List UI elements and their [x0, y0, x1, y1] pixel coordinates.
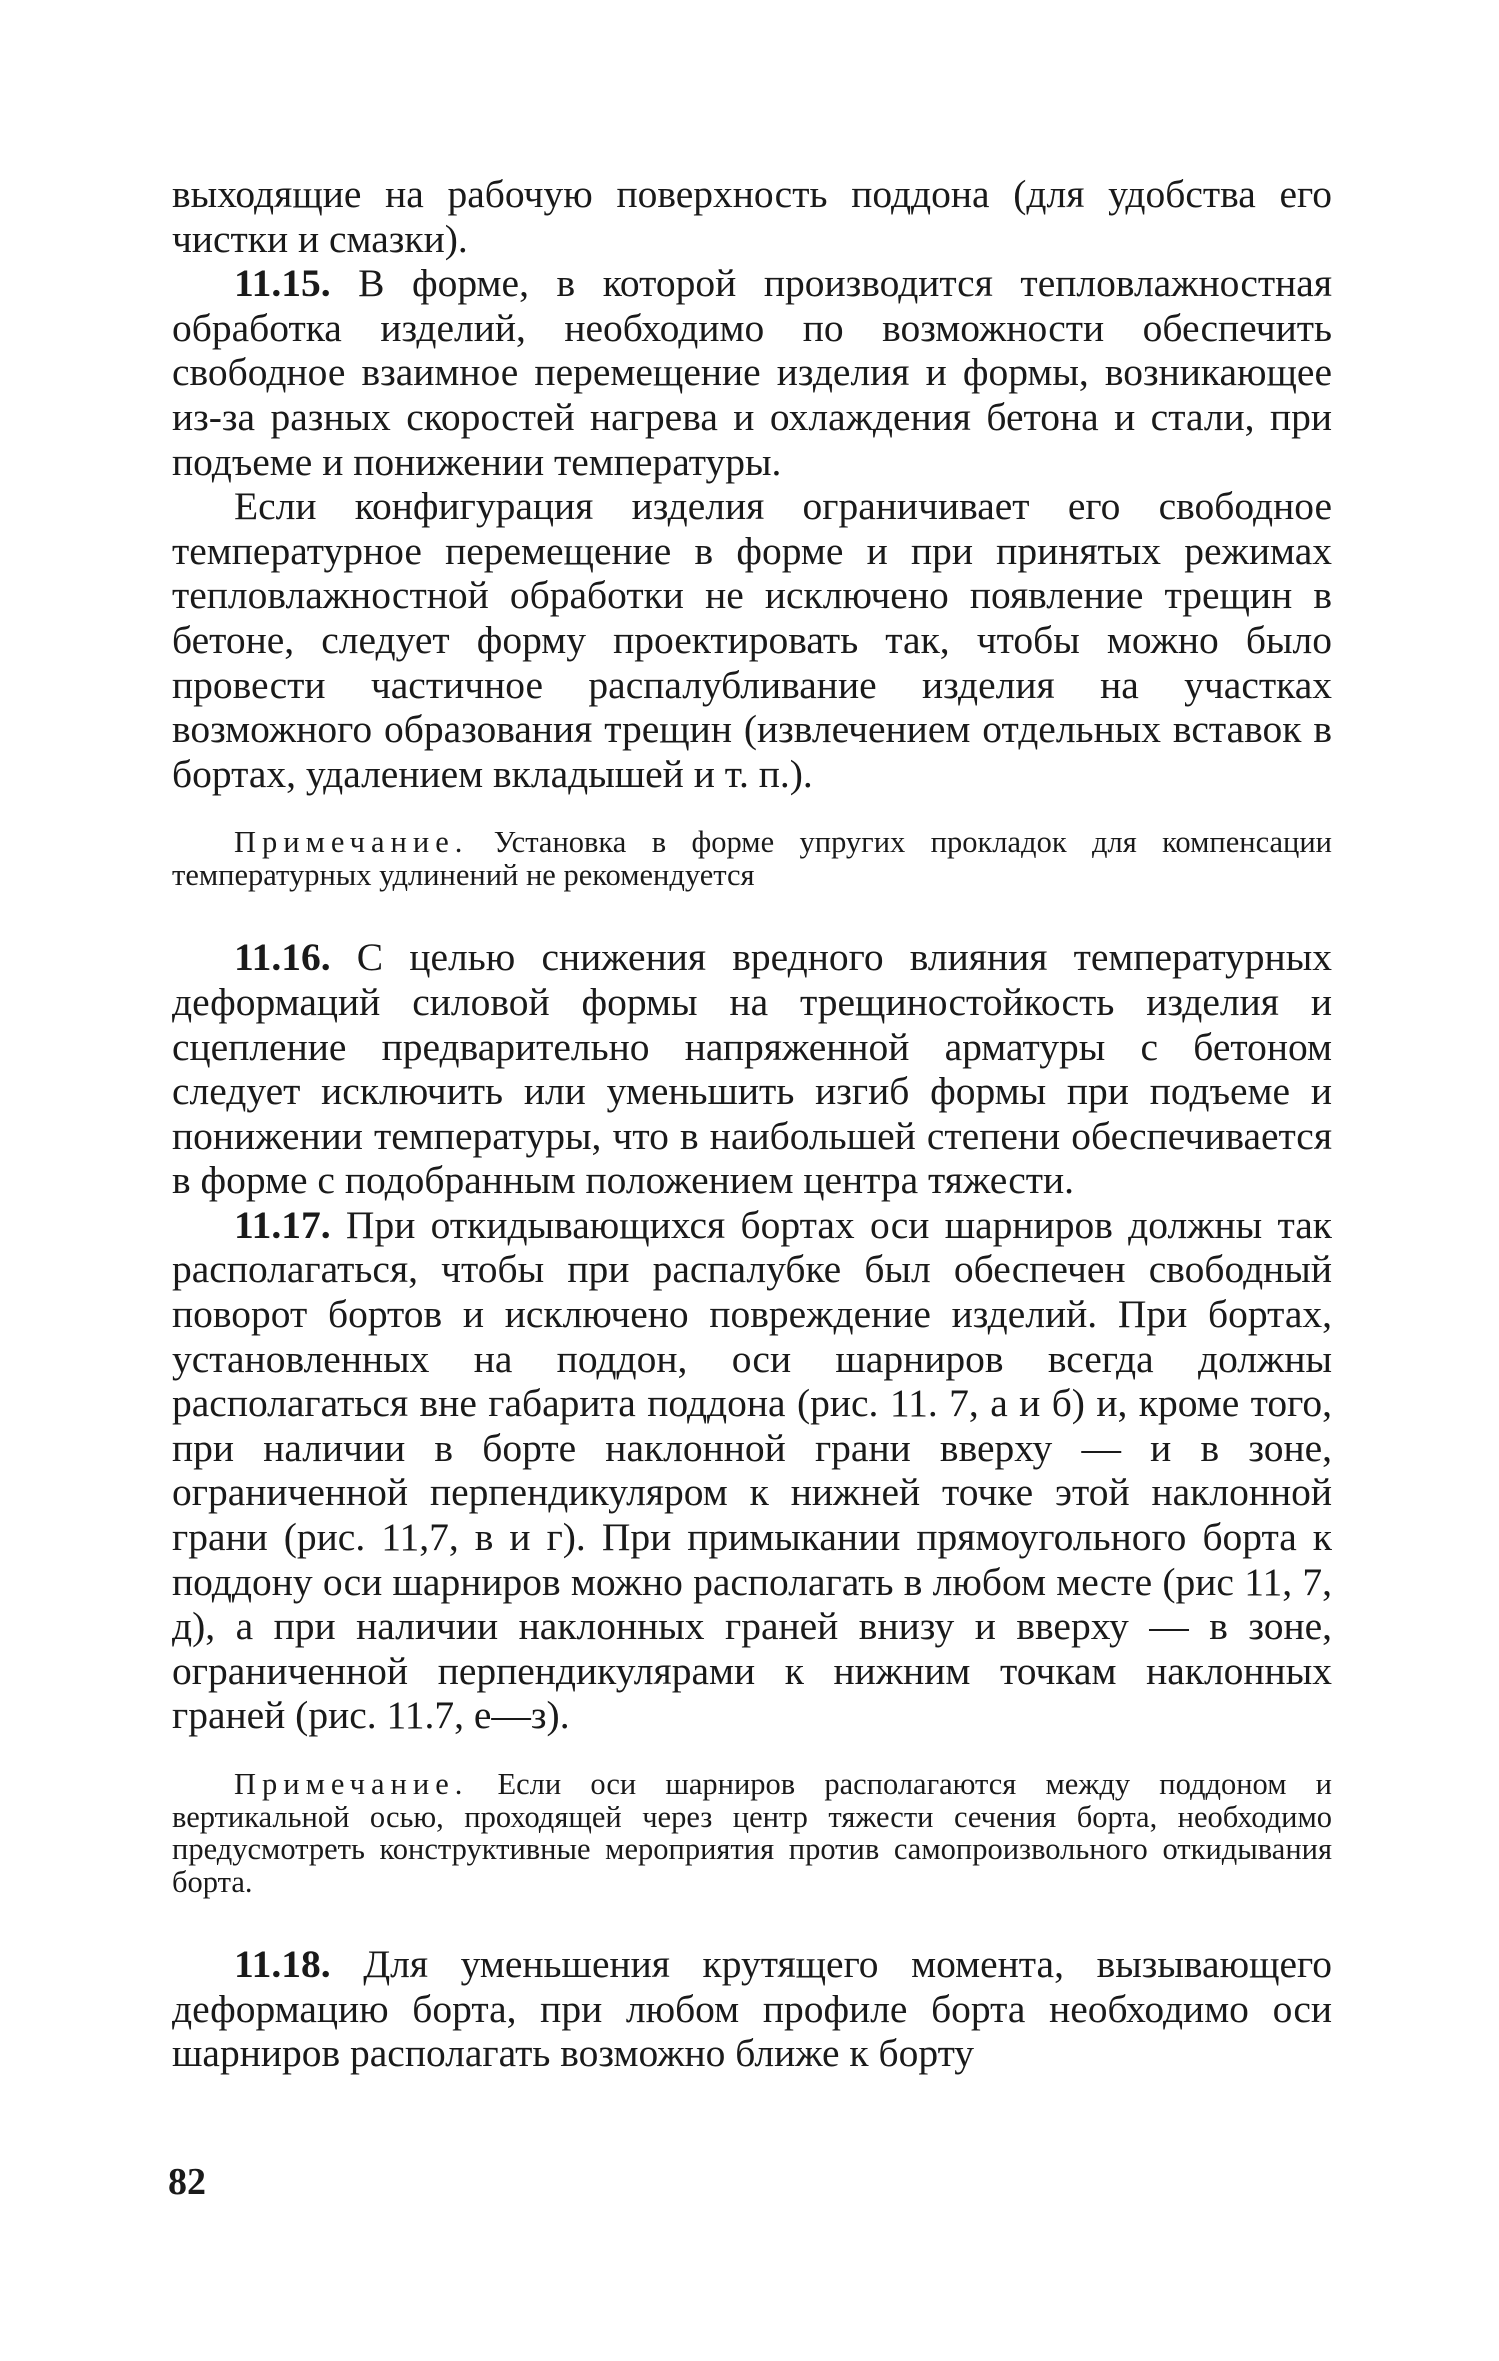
page-number: 82: [168, 2161, 206, 2203]
note-2: [172, 1768, 1332, 1898]
note-text: Установка в форме упругих прокладок для компенсации температурных удлинений не рекомендуется: [172, 825, 1332, 892]
paragraph-11-16: [172, 935, 1332, 1203]
section-number: 11.15.: [234, 261, 331, 306]
paragraph-11-17: [172, 1203, 1332, 1738]
paragraph-11-15: [172, 261, 1332, 484]
note-1: [172, 826, 1332, 891]
paragraph-configuration: Если конфигурация изделия ограничивает его свободное температурное перемещение в форме и при принятых режимах тепловлажностной обработки не исключено появление трещин в бетоне, следует форму проектировать так, чтобы можно было провести частичное распалубливание изделия на участках возможного образования трещин (извлечением отдельных вставок в бортах, удалением вкладышей и т. п.).: [172, 484, 1332, 796]
paragraph-text: Для уменьшения крутящего момента, вызывающего деформацию борта, при любом профиле борта необходимо оси шарниров располагать возможно ближе к борту: [172, 1942, 1332, 2076]
paragraph-text: При откидывающихся бортах оси шарниров должны так располагаться, чтобы при распалубке был обеспечен свободный поворот бортов и исключено повреждение изделий. При бортах, установленных на поддон, оси шарниров всегда должны располагаться вне габарита поддона (рис. 11. 7, а и б) и, кроме того, при наличии в борте наклонной грани вверху — и в зоне, ограниченной перпендикуляром к нижней точке этой наклонной грани (рис. 11,7, в и г). При примыкании прямоугольного борта к поддону оси шарниров можно располагать в любом месте (рис 11, 7, д), а при наличии наклонных граней внизу и вверху — в зоне, ограниченной перпендикулярами к нижним точкам наклонных граней (рис. 11.7, е—з).: [172, 1202, 1332, 1738]
paragraph-11-18: [172, 1942, 1332, 2076]
paragraph-continuation: выходящие на рабочую поверхность поддона (для удобства его чистки и смазки).: [172, 172, 1332, 261]
paragraph-text: В форме, в которой производится тепловлажностная обработка изделий, необходимо по возможности обеспечить свободное взаимное перемещение изделия и формы, возникающее из-за разных скоростей нагрева и охлаждения бетона и стали, при подъеме и понижении температуры.: [172, 261, 1332, 484]
section-number: 11.16.: [234, 935, 331, 980]
note-label: Примечание.: [234, 1767, 469, 1801]
note-label: Примечание.: [234, 825, 469, 860]
section-number: 11.18.: [234, 1942, 331, 1986]
page-body: [172, 172, 1332, 2076]
paragraph-text: С целью снижения вредного влияния температурных деформаций силовой формы на трещиностойкость изделия и сцепление предварительно напряженной арматуры с бетоном следует исключить или уменьшить изгиб формы при подъеме и понижении температуры, что в наибольшей степени обеспечивается в форме с подобранным положением центра тяжести.: [172, 935, 1332, 1203]
note-text: Если оси шарниров располагаются между поддоном и вертикальной осью, проходящей через центр тяжести сечения борта, необходимо предусмотреть конструктивные мероприятия против самопроизвольного откидывания борта.: [172, 1767, 1332, 1899]
section-number: 11.17.: [234, 1202, 331, 1247]
